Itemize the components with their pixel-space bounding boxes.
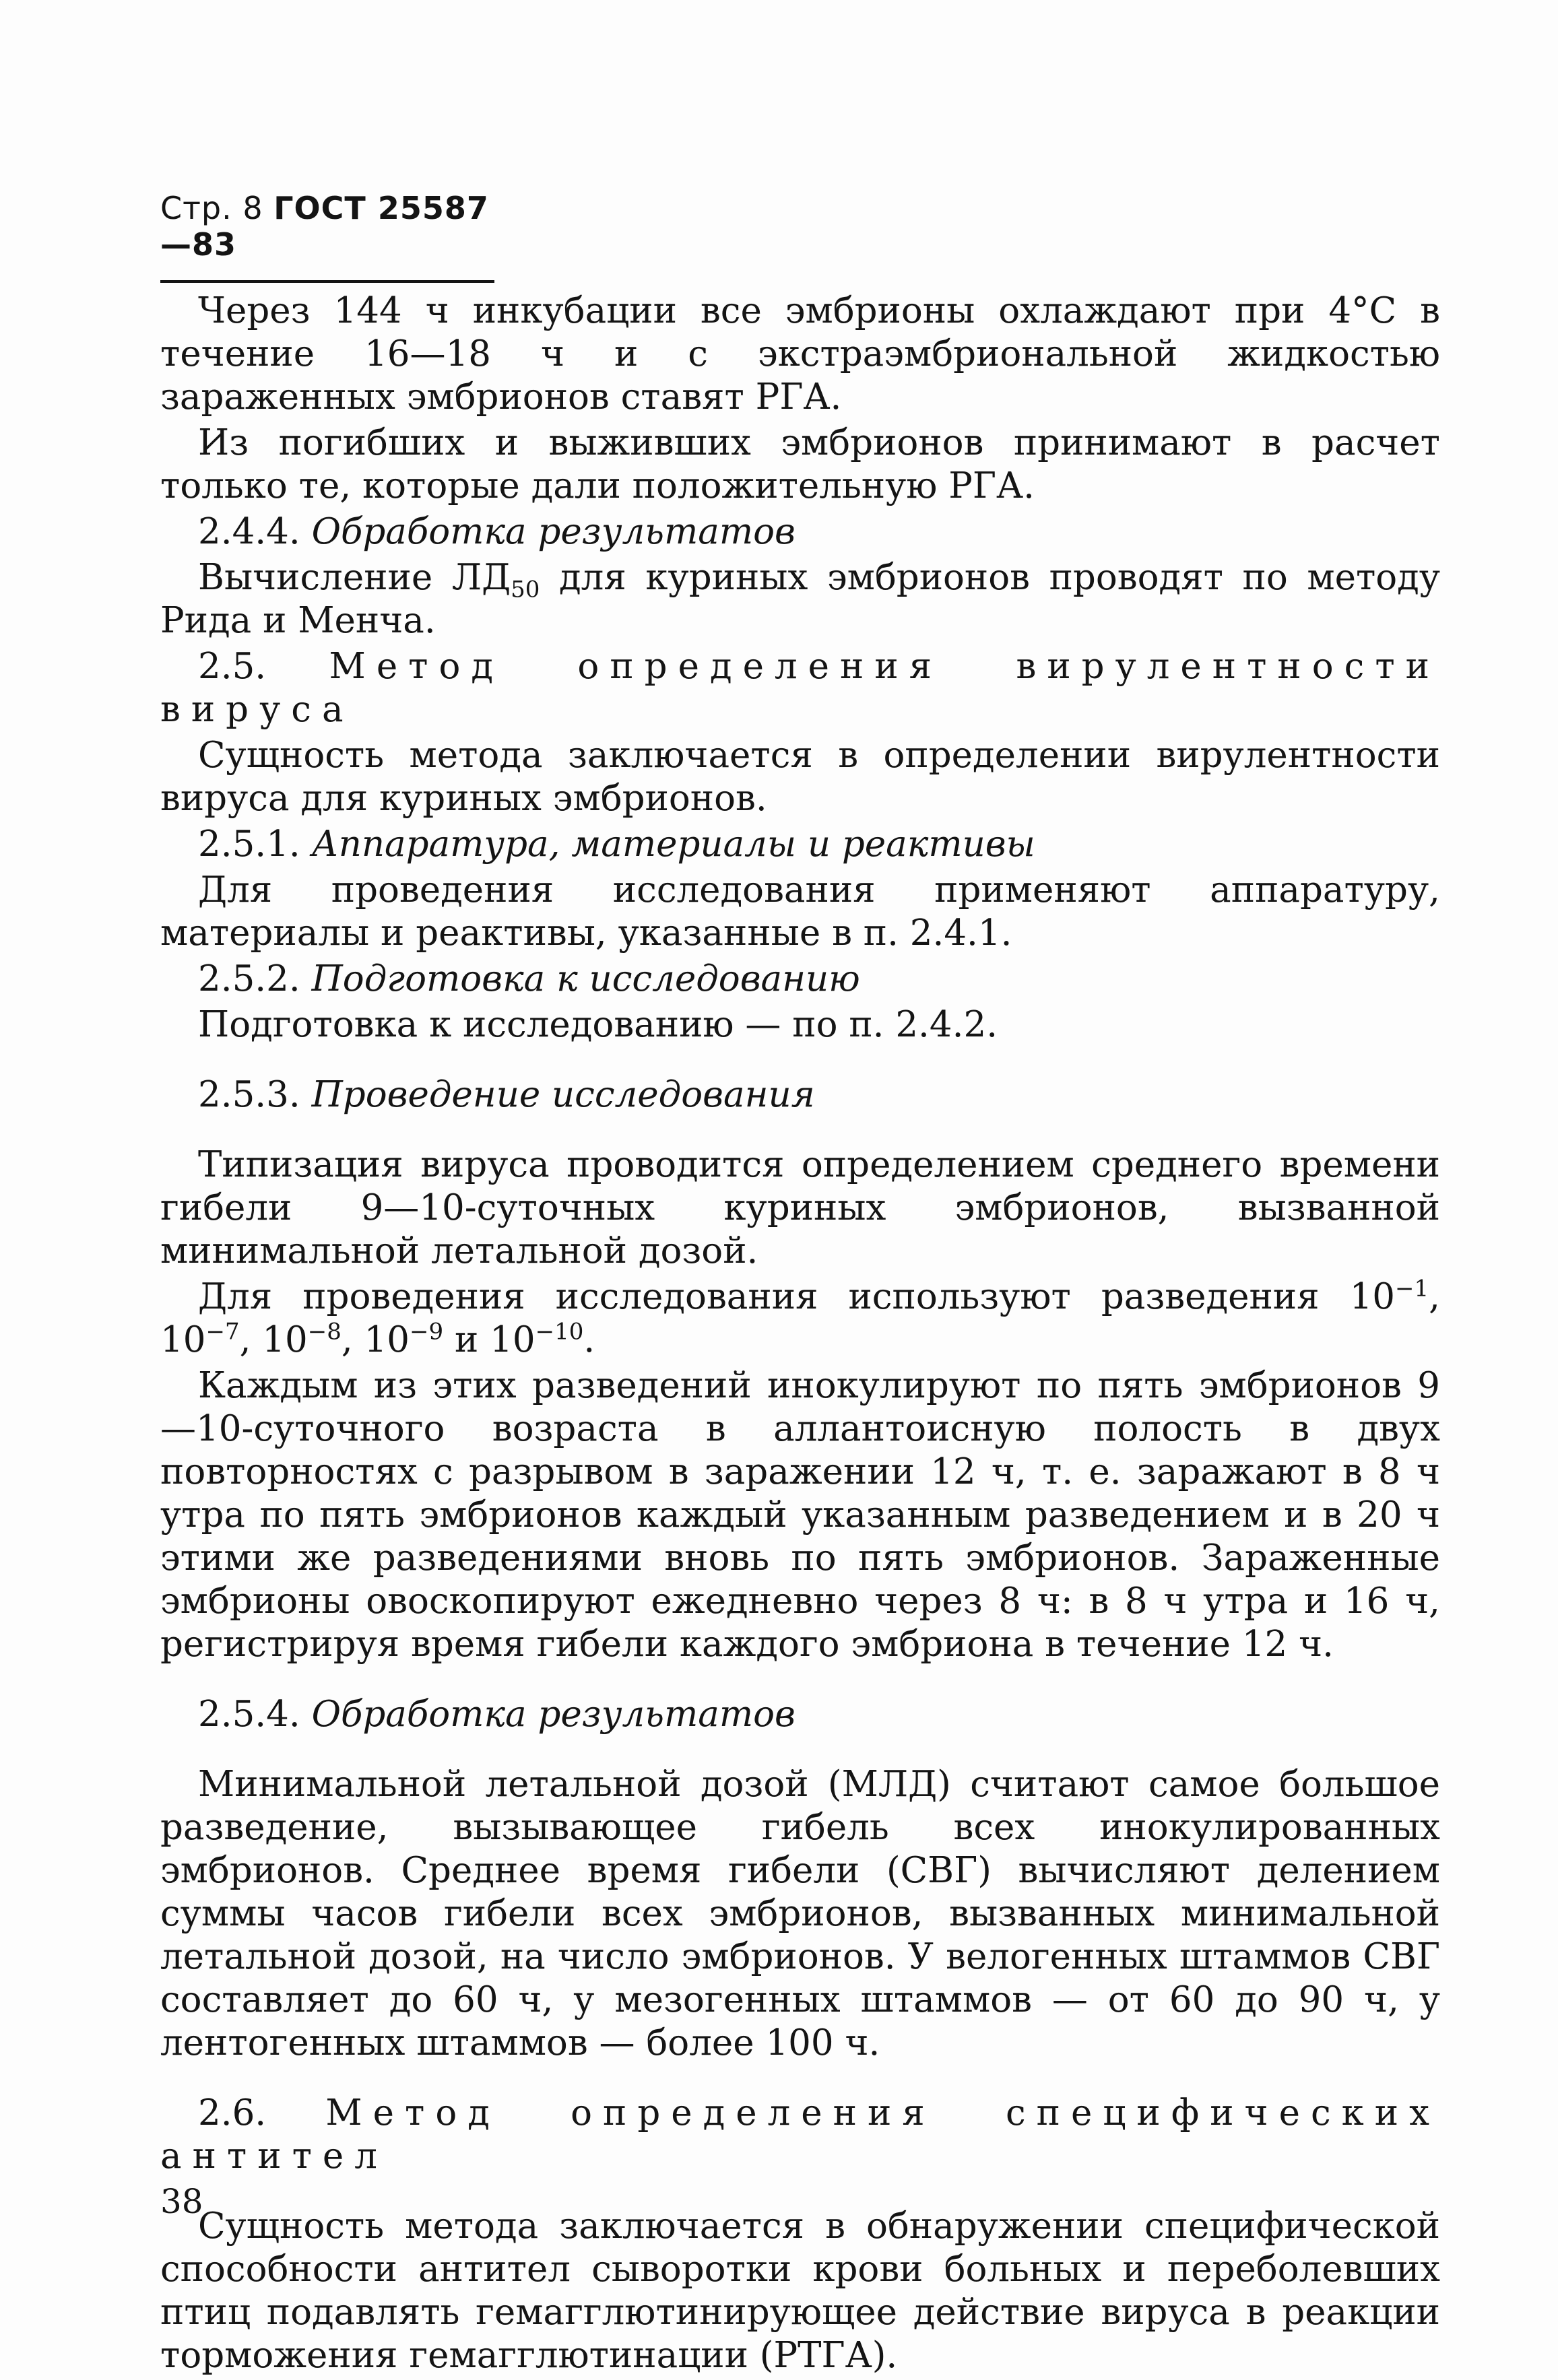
section-title: Обработка результатов xyxy=(311,1694,796,1735)
section-heading-2-5-3 xyxy=(160,1073,1440,1117)
page-number: 38 xyxy=(160,2182,203,2221)
text-fragment: Вычисление ЛД xyxy=(198,557,511,598)
dilution: $10^{-8}$ xyxy=(262,1318,342,1360)
section-number: 2.6. xyxy=(198,2092,267,2134)
section-number: 2.4.4. xyxy=(198,511,300,552)
text-fragment: для куриных эмбрионов проводят по методу Рида и Менча. xyxy=(160,557,1440,641)
paragraph-dilutions: Для проведения исследования используют разведения $10^{-1}$, $10^{-7}$, $10^{-8}$, $10^{-9}$ и $10^{-10}$. xyxy=(160,1275,1440,1360)
section-heading-2-6 xyxy=(160,2092,1440,2178)
paragraph: Через 144 ч инкубации все эмбрионы охлаждают при 4°С в течение 16—18 ч и с экстраэмбриональной жидкостью зараженных эмбрионов ставят РГА. xyxy=(160,290,1440,418)
section-title: Метод определения специфических антител xyxy=(160,2092,1440,2177)
standard-number: ГОСТ 25587—83 xyxy=(160,190,489,263)
dilution: $10^{-9}$ xyxy=(364,1318,444,1360)
section-number: 2.5.2. xyxy=(198,958,300,999)
section-heading-2-5-2 xyxy=(160,958,1440,1001)
paragraph: Типизация вируса проводится определением среднего времени гибели 9—10-суточных куриных эмбрионов, вызванной минимальной летальной дозой. xyxy=(160,1144,1440,1271)
section-number: 2.5. xyxy=(198,646,267,687)
paragraph: Минимальной летальной дозой (МЛД) считают самое большое разведение, вызывающее гибель всех инокулированных эмбрионов. Среднее время гибели (СВГ) вычисляют делением суммы часов гибели всех эмбрионов, вызванных минимальной летальной дозой, на число эмбрионов. У велогенных штаммов СВГ составляет до 60 ч, у мезогенных штаммов — от 60 до 90 ч, у лентогенных штаммов — более 100 ч. xyxy=(160,1764,1440,2063)
section-heading-2-4-4 xyxy=(160,510,1440,554)
section-title: Подготовка к исследованию xyxy=(311,958,860,999)
section-title: Обработка результатов xyxy=(311,511,796,552)
section-title: Метод определения вирулентности вируса xyxy=(160,646,1440,730)
section-title: Проведение исследования xyxy=(311,1074,815,1115)
paragraph: Сущность метода заключается в обнаружении специфической способности антител сыворотки крови больных и переболевших птиц подавлять гемагглютинирующее действие вируса в реакции торможения гемагглютинации (РТГА). xyxy=(160,2206,1440,2376)
dilution: $10^{-7}$ xyxy=(160,1318,240,1360)
dilution: $10^{-10}$ xyxy=(490,1318,584,1360)
paragraph: Для проведения исследования применяют аппаратуру, материалы и реактивы, указанные в п. 2.4.1. xyxy=(160,869,1440,954)
page-label: Стр. 8 xyxy=(160,190,263,226)
section-number: 2.5.3. xyxy=(198,1074,300,1115)
paragraph: Сущность метода заключается в определении вирулентности вируса для куриных эмбрионов. xyxy=(160,735,1440,819)
paragraph: Из погибших и выживших эмбрионов принимают в расчет только те, которые дали положительную РГА. xyxy=(160,422,1440,506)
dilution: $10^{-1}$ xyxy=(1349,1275,1429,1317)
section-title: Аппаратура, материалы и реактивы xyxy=(311,824,1035,865)
paragraph: Каждым из этих разведений инокулируют по пять эмбрионов 9—10-суточного возраста в аллантоисную полость в двух повторностях с разрывом в заражении 12 ч, т. е. заражают в 8 ч утра по пять эмбрионов каждый указанным разведением и в 20 ч этими же разведениями вновь по пять эмбрионов. Зараженные эмбрионы овоскопируют ежедневно через 8 ч: в 8 ч утра и 16 ч, регистрируя время гибели каждого эмбриона в течение 12 ч. xyxy=(160,1365,1440,1665)
page-header xyxy=(160,190,494,283)
section-heading-2-5 xyxy=(160,645,1440,731)
paragraph xyxy=(160,556,1440,642)
section-heading-2-5-4 xyxy=(160,1693,1440,1736)
subscript: 50 xyxy=(511,576,540,603)
section-heading-2-5-1 xyxy=(160,823,1440,866)
document-body xyxy=(160,290,1440,2380)
section-number: 2.5.1. xyxy=(198,824,300,865)
section-number: 2.5.4. xyxy=(198,1694,300,1735)
text-fragment: Для проведения исследования используют разведения xyxy=(198,1276,1350,1317)
paragraph: Подготовка к исследованию — по п. 2.4.2. xyxy=(198,1004,998,1045)
